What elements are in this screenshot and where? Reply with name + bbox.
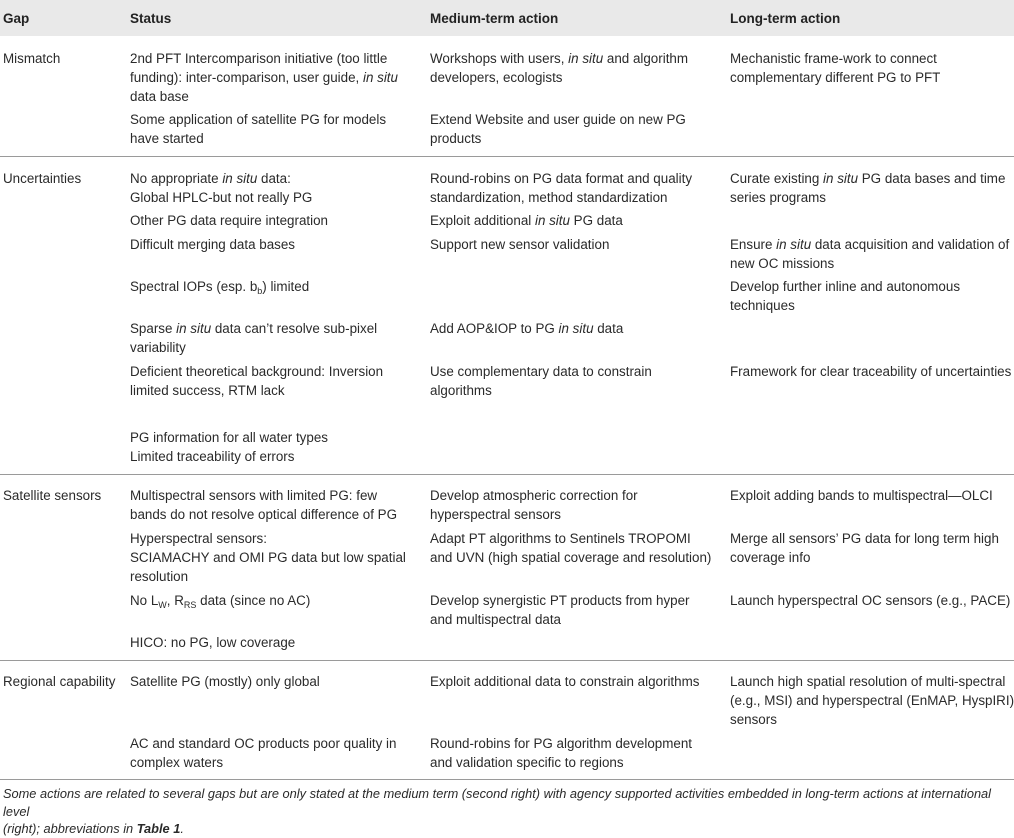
status-text: Spectral IOPs (esp. $b_b$) limited	[130, 279, 310, 296]
long-text: coverage info	[730, 550, 811, 565]
long-text: techniques	[730, 298, 795, 313]
status-text: bands do not resolve optical difference of PG	[130, 507, 397, 522]
long-text: sensors	[730, 712, 777, 727]
gap-satellite-sensors: Satellite sensors	[3, 488, 102, 503]
long-text: new OC missions	[730, 256, 835, 271]
table-caption	[3, 785, 1011, 838]
caption-line: (right); abbreviations in Table 1.	[3, 821, 184, 836]
status-text: Sparse in situ data can’t resolve sub-pixel	[130, 321, 378, 336]
long-text: Launch high spatial resolution of multi-spectral	[730, 674, 1006, 689]
long-text: series programs	[730, 190, 826, 205]
status-text: AC and standard OC products poor quality in	[130, 736, 397, 751]
status-text: funding): inter-comparison, user guide, in situ	[130, 70, 398, 85]
medium-text: Develop atmospheric correction for	[430, 488, 638, 503]
long-text: Ensure in situ data acquisition and validation of	[730, 237, 1010, 252]
header-long-term: Long-term action	[730, 11, 841, 26]
long-text: Exploit adding bands to multispectral—OLCI	[730, 488, 993, 503]
medium-text: Support new sensor validation	[430, 237, 610, 252]
status-text: 2nd PFT Intercomparison initiative (too little	[130, 51, 388, 66]
medium-text: Add AOP&IOP to PG in situ data	[430, 321, 624, 336]
row-divider	[0, 660, 1014, 661]
medium-text: Exploit additional data to constrain algorithms	[430, 674, 700, 689]
medium-text: Exploit additional in situ PG data	[430, 213, 623, 228]
long-text: Curate existing in situ PG data bases and time	[730, 171, 1006, 186]
long-text: Launch hyperspectral OC sensors (e.g., PACE)	[730, 593, 1011, 608]
long-text: Develop further inline and autonomous	[730, 279, 961, 294]
status-text: have started	[130, 131, 204, 146]
medium-text: Workshops with users, in situ and algorithm	[430, 51, 689, 66]
status-text: Global HPLC-but not really PG	[130, 190, 313, 205]
status-text: PG information for all water types	[130, 430, 328, 445]
medium-text: hyperspectral sensors	[430, 507, 561, 522]
row-divider	[0, 156, 1014, 157]
header-status: Status	[130, 11, 172, 26]
gap-uncertainties: Uncertainties	[3, 171, 82, 186]
status-text: resolution	[130, 569, 189, 584]
medium-text: and multispectral data	[430, 612, 562, 627]
status-text: limited success, RTM lack	[130, 383, 285, 398]
status-text: Satellite PG (mostly) only global	[130, 674, 320, 689]
status-text: Difficult merging data bases	[130, 237, 295, 252]
table-bottom-rule	[0, 779, 1014, 780]
gap-mismatch: Mismatch	[3, 51, 61, 66]
long-text: (e.g., MSI) and hyperspectral (EnMAP, HyspIRI)	[730, 693, 1014, 708]
medium-text: Adapt PT algorithms to Sentinels TROPOMI	[430, 531, 691, 546]
long-text: Mechanistic frame-work to connect	[730, 51, 937, 66]
status-text: No $L_W$, $R_{RS}$ data (since no AC)	[130, 593, 311, 610]
caption-line: Some actions are related to several gaps but are only stated at the medium term (second right) with agency supported activities embedded in long-term actions at international level	[3, 786, 992, 819]
status-text: Some application of satellite PG for models	[130, 112, 387, 127]
status-text: variability	[130, 340, 186, 355]
long-text: Framework for clear traceability of uncertainties	[730, 364, 1012, 379]
medium-text: Round-robins for PG algorithm development	[430, 736, 692, 751]
status-text: SCIAMACHY and OMI PG data but low spatial	[130, 550, 406, 565]
medium-text: products	[430, 131, 482, 146]
medium-text: Round-robins on PG data format and quality	[430, 171, 693, 186]
gap-regional-capability: Regional capability	[3, 674, 116, 689]
medium-text: developers, ecologists	[430, 70, 563, 85]
long-text: complementary different PG to PFT	[730, 70, 941, 85]
table-header	[0, 0, 1014, 36]
header-medium-term: Medium-term action	[430, 11, 559, 26]
row-divider	[0, 474, 1014, 475]
medium-text: Extend Website and user guide on new PG	[430, 112, 686, 127]
status-text: Other PG data require integration	[130, 213, 328, 228]
long-text: Merge all sensors’ PG data for long term high	[730, 531, 999, 546]
status-text: data base	[130, 89, 189, 104]
status-text: No appropriate in situ data:	[130, 171, 291, 186]
status-text: Limited traceability of errors	[130, 449, 295, 464]
status-text: HICO: no PG, low coverage	[130, 635, 296, 650]
status-text: Hyperspectral sensors:	[130, 531, 267, 546]
medium-text: algorithms	[430, 383, 492, 398]
table-reference-link[interactable]: Table 1	[136, 821, 181, 836]
status-text: complex waters	[130, 755, 224, 770]
header-gap: Gap	[3, 11, 30, 26]
medium-text: Develop synergistic PT products from hyper	[430, 593, 690, 608]
status-text: Deficient theoretical background: Inversion	[130, 364, 384, 379]
medium-text: Use complementary data to constrain	[430, 364, 652, 379]
medium-text: standardization, method standardization	[430, 190, 668, 205]
medium-text: and UVN (high spatial coverage and resolution)	[430, 550, 712, 565]
medium-text: and validation specific to regions	[430, 755, 624, 770]
status-text: Multispectral sensors with limited PG: few	[130, 488, 378, 503]
